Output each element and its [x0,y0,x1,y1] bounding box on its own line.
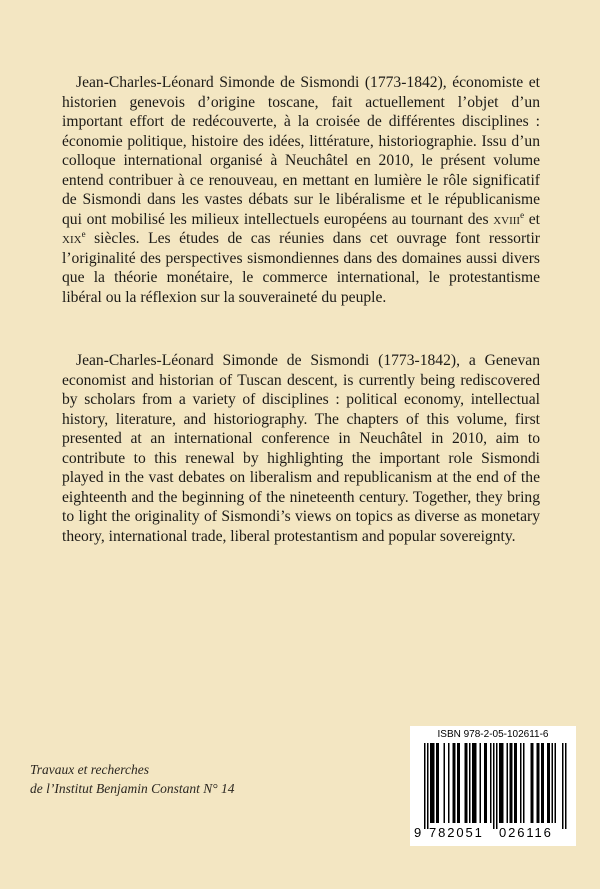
barcode-bar [484,743,486,823]
barcode-bar [424,743,426,829]
barcode-bar [543,743,545,823]
isbn-label: ISBN 978-2-05-102611-6 [437,729,549,740]
barcode-bar [516,743,518,823]
century-nineteen: xix [62,230,82,247]
barcode-bar [486,743,488,823]
summary-english: Jean-Charles-Léonard Simonde de Sismondi (1773-1842), a Genevan economist and historian of Tuscan descent, is currently being rediscovered by scholars from a variety of disciplines : political economy, intellectual history, literature, and historiography. The chapters of this volume, first presented at an international conference in Neuchâtel in 2010, aim to contribute to this renewal by highlighting the important role Sismondi played in the vast debates on liberalism and republicanism at the end of the eighteenth and the beginning of the nineteenth century. Together, they bring to light the originality of Sismondi’s views on topics as diverse as monetary theory, international trade, liberal protestantism and popular sovereignty. [62,352,540,545]
series-title [30,760,235,798]
barcode-bar [465,743,467,823]
barcode-bar [537,743,539,823]
series-line-1: Travaux et recherches [30,762,149,777]
barcode-bar [474,743,476,823]
barcode-bar [466,743,468,823]
series-line-2: de l’Institut Benjamin Constant N° 14 [30,781,235,796]
barcode-bar [502,743,504,823]
barcode-bar [472,743,474,823]
barcode-bar [448,743,450,823]
barcode-bar [565,743,567,829]
barcode-bar [507,743,509,823]
barcode-bar [541,743,543,823]
barcode-bar [496,743,498,829]
barcode-bar [532,743,534,823]
summary-french [62,73,540,307]
barcode-bar [438,743,440,823]
barcode-bar [514,743,516,823]
century-nineteen-suffix: e [81,229,86,239]
barcode-bar [510,743,512,823]
barcode-bar [453,743,455,823]
barcode-bar [547,743,549,823]
barcode-bar [531,743,533,823]
barcode-bar [549,743,551,823]
barcode-bar [490,743,492,823]
barcode-bar [523,743,525,823]
barcode-right-digits: 026116 [499,825,553,840]
barcode-bar [469,743,471,823]
barcode-bar [444,743,446,823]
barcode-bar [454,743,456,823]
barcode-bar [499,743,501,823]
barcode-bar [430,743,432,823]
barcode-bar [475,743,477,823]
barcode-bar [552,743,554,823]
century-eighteen-suffix: e [520,209,525,220]
barcode-bar [538,743,540,823]
isbn-barcode [410,726,576,846]
barcode-bar [457,743,459,823]
barcode-bar [432,743,434,823]
barcode-bar [520,743,522,823]
barcode-left-digits: 782051 [429,825,484,840]
summary-french-conjunction: et [524,210,540,228]
barcode-bar [459,743,461,823]
barcode-bar [555,743,557,823]
barcode-bar [433,743,435,823]
barcode-bar [480,743,482,823]
century-eighteen: xviii [493,210,521,228]
barcode-first-digit: 9 [414,825,422,840]
summary-french-part2: siècles. Les études de cas réunies dans cet ouvrage font ressortir l’originalité des perspectives sismondiennes dans des domaines aussi divers que la théorie monétaire, le commerce international, le protestantisme libéral ou la réflexion sur la souveraineté du peuple. [62,230,540,306]
barcode-bar [436,743,438,823]
barcode-bar [501,743,503,823]
barcode-bar [427,743,429,829]
barcode-bar [511,743,513,823]
barcode-bar [493,743,495,829]
barcode-bar [562,743,564,829]
summary-french-part1: Jean-Charles-Léonard Simonde de Sismondi (1773-1842), économiste et historien genevois d’origine toscane, fait actuellement l’objet d’un important effort de redécouverte, à la croisée de différentes disciplines : économie politique, histoire des idées, littérature, historiographie. Issu d’un colloque international organisé à Neuchâtel en 2010, le présent volume entend contribuer à ce renouveau, en mettant en lumière le rôle significatif de Sismondi dans les vastes débats sur le libéralisme et le républicanisme qui ont mobilisé les milieux intellectuels européens au tournant des [62,74,540,228]
